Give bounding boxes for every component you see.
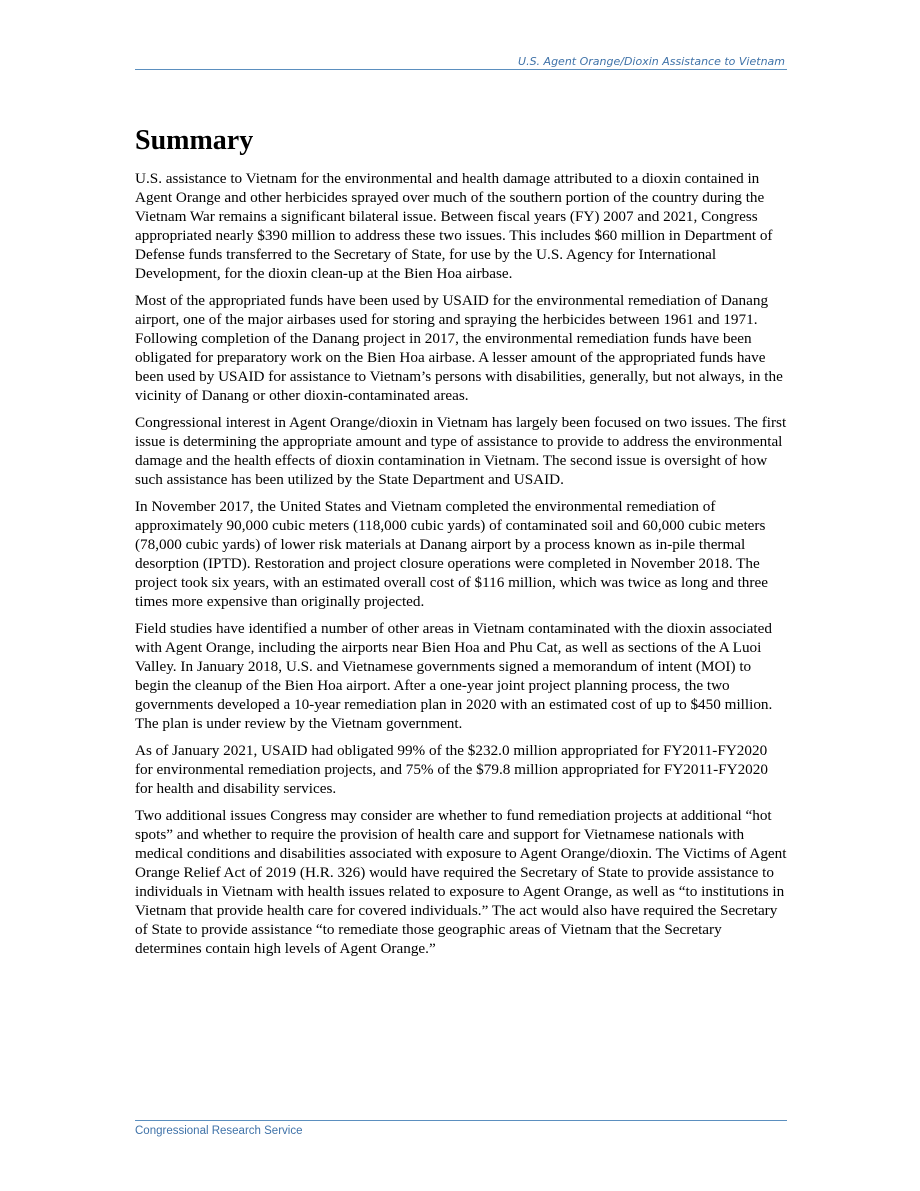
summary-paragraph-7: Two additional issues Congress may consider are whether to fund remediation projects at additional “hot spots” and whether to require the provision of health care and support for Vietnamese nationals with medical conditions and disabilities associated with exposure to Agent Orange/dioxin. The Victims of Agent Orange Relief Act of 2019 (H.R. 326) would have required the Secretary of State to provide assistance to individuals in Vietnam with health issues related to exposure to Agent Orange, as well as “to institutions in Vietnam that provide health care for covered individuals.” The act would also have required the Secretary of State to provide assistance “to remediate those geographic areas of Vietnam that the Secretary determines contain high levels of Agent Orange.” xyxy=(135,807,787,957)
summary-paragraph-1: U.S. assistance to Vietnam for the environmental and health damage attributed to a dioxin contained in Agent Orange and other herbicides sprayed over much of the southern portion of the country during the Vietnam War remains a significant bilateral issue. Between fiscal years (FY) 2007 and 2021, Congress appropriated nearly $390 million to address these two issues. This includes $60 million in Department of Defense funds transferred to the Secretary of State, for use by the U.S. Agency for International Development, for the dioxin clean-up at the Bien Hoa airbase. xyxy=(135,170,773,282)
summary-paragraph-3: Congressional interest in Agent Orange/dioxin in Vietnam has largely been focused on two issues. The first issue is determining the appropriate amount and type of assistance to provide to address the environmental damage and the health effects of dioxin contamination in Vietnam. The second issue is oversight of how such assistance has been utilized by the State Department and USAID. xyxy=(135,414,787,488)
running-header-title: U.S. Agent Orange/Dioxin Assistance to Vietnam xyxy=(518,55,785,68)
summary-paragraph-4: In November 2017, the United States and Vietnam completed the environmental remediation of approximately 90,000 cubic meters (118,000 cubic yards) of contaminated soil and 60,000 cubic meters (78,000 cubic yards) of lower risk materials at Danang airport by a process known as in-pile thermal desorption (IPTD). Restoration and project closure operations were completed in November 2018. The project took six years, with an estimated overall cost of $116 million, which was twice as long and three times more expensive than originally projected. xyxy=(135,498,768,610)
summary-paragraph-5: Field studies have identified a number of other areas in Vietnam contaminated with the dioxin associated with Agent Orange, including the airports near Bien Hoa and Phu Cat, as well as sections of the A Luoi Valley. In January 2018, U.S. and Vietnamese governments signed a memorandum of intent (MOI) to begin the cleanup of the Bien Hoa airport. After a one-year joint project planning process, the two governments developed a 10-year remediation plan in 2020 with an estimated cost of up to $450 million. The plan is under review by the Vietnam government. xyxy=(135,620,773,732)
running-footer xyxy=(135,1120,787,1138)
section-title: Summary xyxy=(135,125,254,156)
footer-organization: Congressional Research Service xyxy=(135,1125,303,1137)
document-body xyxy=(135,122,787,966)
running-header xyxy=(135,55,787,70)
summary-paragraph-6: As of January 2021, USAID had obligated 99% of the $232.0 million appropriated for FY2011-FY2020 for environmental remediation projects, and 75% of the $79.8 million appropriated for FY2011-FY2020 for health and disability services. xyxy=(135,742,768,797)
summary-paragraph-2: Most of the appropriated funds have been used by USAID for the environmental remediation of Danang airport, one of the major airbases used for storing and spraying the herbicides between 1961 and 1971. Following completion of the Danang project in 2017, the environmental remediation funds have been obligated for preparatory work on the Bien Hoa airbase. A lesser amount of the appropriated funds have been used by USAID for assistance to Vietnam’s persons with disabilities, generally, but not always, in the vicinity of Danang or other dioxin-contaminated areas. xyxy=(135,292,783,404)
